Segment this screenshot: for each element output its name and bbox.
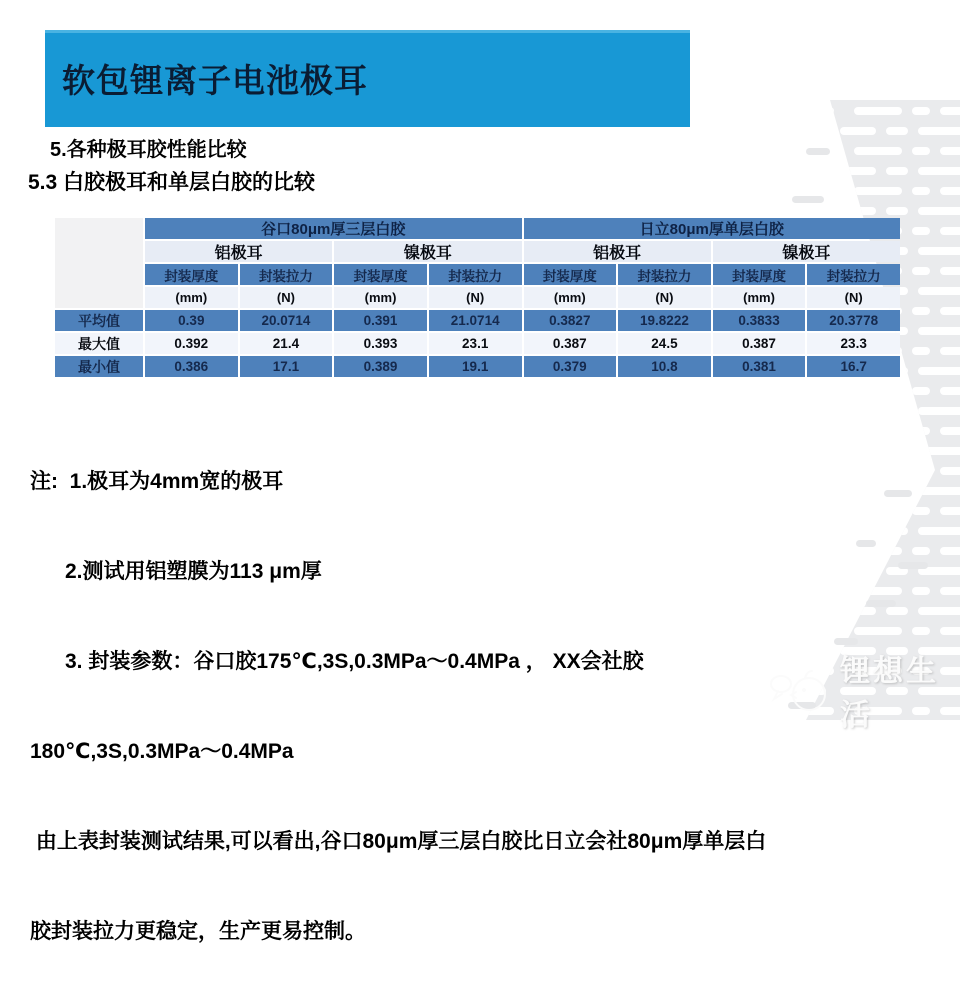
table-metric-header: 封装厚度 [524, 264, 617, 285]
note-line: 注: 1.极耳为4mm宽的极耳 [30, 470, 284, 493]
table-value: 23.1 [429, 333, 522, 354]
table-unit-header: (mm) [145, 287, 238, 308]
table-metric-header: 封装厚度 [713, 264, 806, 285]
table-subheader: 镍极耳 [334, 241, 521, 262]
section-heading: 5.各种极耳胶性能比较 [50, 139, 247, 161]
table-value: 0.387 [713, 333, 806, 354]
table-value: 0.389 [334, 356, 427, 377]
table-value: 0.39 [145, 310, 238, 331]
table-value: 20.3778 [807, 310, 900, 331]
table-value: 0.392 [145, 333, 238, 354]
table-value: 0.379 [524, 356, 617, 377]
table-value: 10.8 [618, 356, 711, 377]
notes-block [30, 407, 766, 1007]
title-bar [45, 30, 690, 127]
table-metric-header: 封装拉力 [429, 264, 522, 285]
note-line: 2.测试用铝塑膜为113 μm厚 [30, 560, 322, 583]
table-corner-cell [55, 218, 143, 308]
note-line: 由上表封装测试结果,可以看出,谷口80μm厚三层白胶比日立会社80μm厚单层白 [30, 830, 767, 853]
table-subheader: 铝极耳 [145, 241, 332, 262]
brand-logo [768, 646, 960, 734]
page-title: 软包锂离子电池极耳 [62, 64, 368, 100]
brand-logo-text: 锂想生活 [840, 655, 939, 732]
chick-mascot-icon [768, 659, 834, 721]
table-value: 17.1 [240, 356, 333, 377]
table-value: 0.386 [145, 356, 238, 377]
table-group-header: 日立80μm厚单层白胶 [524, 218, 901, 239]
table-metric-header: 封装厚度 [145, 264, 238, 285]
table-value: 21.0714 [429, 310, 522, 331]
table-value: 21.4 [240, 333, 333, 354]
table-unit-header: (N) [240, 287, 333, 308]
table-unit-header: (mm) [713, 287, 806, 308]
table-metric-header: 封装拉力 [807, 264, 900, 285]
table-metric-header: 封装厚度 [334, 264, 427, 285]
table-unit-header: (mm) [524, 287, 617, 308]
subsection-heading: 5.3 白胶极耳和单层白胶的比较 [28, 171, 316, 194]
table-value: 0.3827 [524, 310, 617, 331]
table-unit-header: (N) [429, 287, 522, 308]
table-metric-header: 封装拉力 [240, 264, 333, 285]
table-unit-header: (N) [807, 287, 900, 308]
table-group-header: 谷口80μm厚三层白胶 [145, 218, 522, 239]
table-unit-header: (mm) [334, 287, 427, 308]
table-subheader: 铝极耳 [524, 241, 711, 262]
table-value: 0.3833 [713, 310, 806, 331]
table-value: 23.3 [807, 333, 900, 354]
table-metric-header: 封装拉力 [618, 264, 711, 285]
table-value: 0.393 [334, 333, 427, 354]
note-line: 3. 封装参数：谷口胶175℃,3S,0.3MPa～0.4MPa ， XX会社胶 [30, 650, 644, 673]
table-value: 0.387 [524, 333, 617, 354]
table-row-label: 平均值 [55, 310, 143, 331]
table-value: 19.1 [429, 356, 522, 377]
table-value: 19.8222 [618, 310, 711, 331]
table-subheader: 镍极耳 [713, 241, 900, 262]
comparison-table [55, 218, 900, 377]
table-value: 0.381 [713, 356, 806, 377]
table-value: 24.5 [618, 333, 711, 354]
note-line: 180℃,3S,0.3MPa～0.4MPa [30, 740, 294, 763]
table-row-label: 最小值 [55, 356, 143, 377]
note-line: 胶封装拉力更稳定，生产更易控制。 [30, 920, 366, 943]
table-value: 0.391 [334, 310, 427, 331]
table-value: 20.0714 [240, 310, 333, 331]
table-row-label: 最大值 [55, 333, 143, 354]
table-unit-header: (N) [618, 287, 711, 308]
table-value: 16.7 [807, 356, 900, 377]
